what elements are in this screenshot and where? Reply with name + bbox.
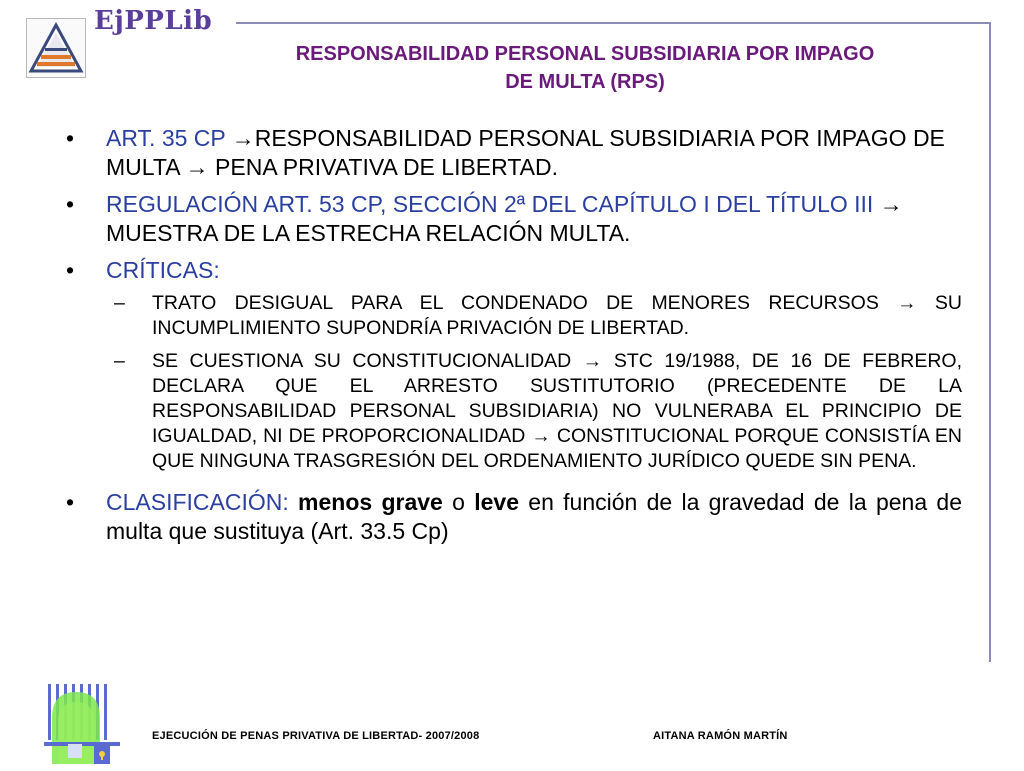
bold-leve: leve: [474, 489, 519, 515]
connector-text: o: [442, 489, 475, 515]
slide-title: [196, 40, 974, 96]
footer-author: AITANA RAMÓN MARTÍN: [653, 730, 788, 742]
university-logo-icon: [26, 18, 86, 78]
bullet-clasificacion-label: CLASIFICACIÓN:: [106, 489, 299, 515]
dash-marker: –: [114, 350, 125, 372]
bullet-marker: •: [66, 257, 75, 283]
bullet-criticas: [66, 256, 962, 285]
sub-bullet-text: TRATO DESIGUAL PARA EL CONDENADO DE MENORES RECURSOS → SU INCUMPLIMIENTO SUPONDRÍA PRIVACIÓN DE LIBERTAD.: [152, 292, 962, 339]
brand-name: EjPPLib: [94, 6, 213, 36]
sub-bullet-constitucionalidad: [66, 349, 962, 474]
bullet-regulacion-ref: REGULACIÓN ART. 53 CP, SECCIÓN 2ª DEL CAPÍTULO I DEL TÍTULO III: [106, 191, 880, 217]
dash-marker: –: [114, 292, 125, 314]
frame-top-line: [236, 22, 990, 24]
bullet-clasificacion: [66, 488, 962, 546]
bullet-marker: •: [66, 489, 75, 515]
frame-right-line: [989, 22, 991, 662]
bullet-regulacion-text: → MUESTRA DE LA ESTRECHA RELACIÓN MULTA.: [106, 191, 903, 246]
bullet-regulacion: [66, 190, 962, 248]
bullet-clasificacion-text: en función de la gravedad de la pena de multa que sustituya (Art. 33.5 Cp): [106, 489, 962, 544]
bullet-marker: •: [66, 191, 75, 217]
bullet-marker: •: [66, 125, 75, 151]
sub-bullet-trato-desigual: [66, 291, 962, 341]
bold-menos-grave: menos grave: [298, 489, 443, 515]
bullet-art35-text: →RESPONSABILIDAD PERSONAL SUBSIDIARIA POR IMPAGO DE MULTA → PENA PRIVATIVA DE LIBERTAD.: [106, 125, 945, 180]
sub-bullet-text: SE CUESTIONA SU CONSTITUCIONALIDAD → STC 19/1988, DE 16 DE FEBRERO, DECLARA QUE EL ARRESTO SUSTITUTORIO (PRECEDENTE DE LA RESPONSABILIDAD PERSONAL SUBSIDIARIA) NO VULNERABA EL PRINCIPIO DE IGUALDAD, NI DE PROPORCIONALIDAD → CONSTITUCIONAL PORQUE CONSISTÍA EN QUE NINGUNA TRASGRESIÓN DEL ORDENAMIENTO JURÍDICO QUEDE SIN PENA.: [152, 350, 962, 472]
title-line-1: RESPONSABILIDAD PERSONAL SUBSIDIARIA POR IMPAGO: [295, 43, 875, 65]
bullet-art35: [66, 124, 962, 182]
slide-content: [66, 124, 962, 554]
bullet-criticas-label: CRÍTICAS:: [106, 257, 220, 283]
bullet-art35-ref: ART. 35 CP: [106, 125, 232, 151]
title-line-2: DE MULTA (RPS): [505, 71, 665, 93]
prison-bars-lock-icon: [44, 684, 120, 766]
footer-course: EJECUCIÓN DE PENAS PRIVATIVA DE LIBERTAD- 2007/2008: [152, 730, 480, 742]
